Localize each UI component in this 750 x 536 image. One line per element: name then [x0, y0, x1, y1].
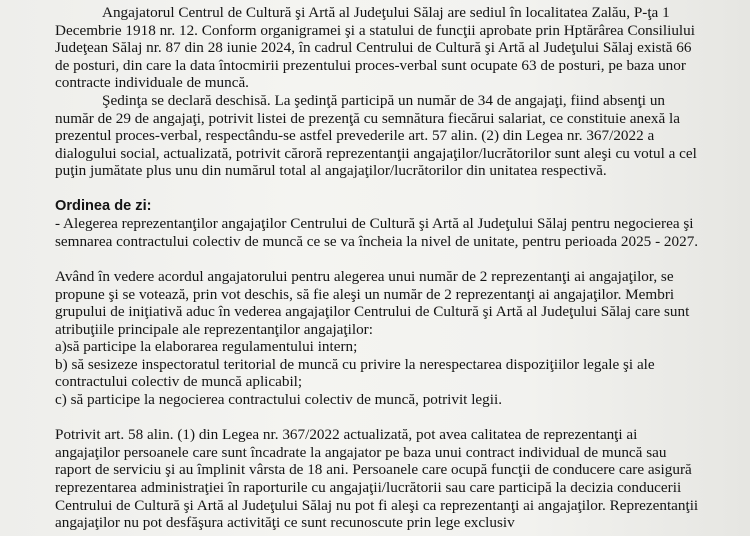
text-line: contracte individuale de muncă.: [55, 74, 249, 92]
text-line: Având în vedere acordul angajatorului pentru alegerea unui număr de 2 reprezentanţi ai angajaţilor, se: [55, 267, 674, 285]
text-line: semnarea contractului colectiv de muncă ce se va încheia la nivel de unitate, pentru perioada 2025 - 2027.: [55, 232, 699, 250]
text-line: propune şi se votează, prin vot deschis, să fie aleşi un număr de 2 reprezentanţi ai angajaţilor. Membri: [55, 285, 675, 303]
text-line: contractului colectiv de muncă aplicabil;: [55, 373, 303, 391]
text-line: Şedinţa se declară deschisă. La şedinţă participă un număr de 34 de angajaţi, fiind absenţi un: [102, 91, 666, 109]
text-line: dialogului social, actualizată, potrivit căroră reprezentanţii angajaţilor/lucrătorilor sunt aleşi cu votul a cel: [55, 144, 697, 162]
text-line: prezentul proces-verbal, respectându-se astfel prevederile art. 57 alin. (2) din Legea nr. 367/2022 a: [55, 127, 655, 145]
text-line: Angajatorul Centrul de Cultură şi Artă al Judeţului Sălaj are sediul în localitatea Zalău, P-ţa 1: [102, 4, 670, 21]
text-line: raport de serviciu şi au împlinit vârsta de 18 ani. Persoanele care ocupă funcţii de conducere care asigură: [55, 461, 692, 479]
text-line: angajaţilor nu pot desfăşura activităţi ce sunt recunoscute prin lege exclusiv: [55, 514, 515, 532]
text-line: Potrivit art. 58 alin. (1) din Legea nr. 367/2022 actualizată, pot avea calitatea de reprezentanţi ai: [55, 426, 638, 444]
list-item: b) să sesizeze inspectoratul teritorial de muncă cu privire la nerespectarea dispoziţiilor legale şi ale: [55, 355, 655, 373]
text-line: Centrului de Cultură şi Artă al Judeţului Sălaj nu pot fi aleşi ca reprezentanţi ai angajaţilor. Reprezentanţii: [55, 496, 699, 514]
text-line: - Alegerea reprezentanţilor angajaţilor Centrului de Cultură şi Artă al Judeţului Sălaj pentru negocierea şi: [55, 215, 694, 233]
list-item: a)să participe la elaborarea regulamentului intern;: [55, 338, 358, 356]
text-line: angajaţilor persoanele care sunt încadrate la angajator pe baza unui contract individual de muncă sau: [55, 443, 667, 461]
text-line: de posturi, din care la data întocmirii prezentului proces-verbal sunt ocupate 63 de posturi, pe baza unor: [55, 56, 686, 74]
agenda-heading: Ordinea de zi:: [55, 197, 152, 214]
text-line: atribuţiile principale ale reprezentanţilor angajaţilor:: [55, 320, 373, 338]
list-item: c) să participe la negocierea contractului colectiv de muncă, potrivit legii.: [55, 391, 502, 409]
text-line: grupului de iniţiativă aduc în vederea angajaţilor Centrului de Cultură şi Artă al Judeţului Sălaj care sunt: [55, 303, 690, 321]
text-line: Judeţean Sălaj nr. 87 din 28 iunie 2024, în cadrul Centrului de Cultură şi Artă al Judeţului Sălaj există 66: [55, 39, 692, 57]
text-line: reprezentarea administraţiei în raporturile cu angajaţii/lucrătorii sau care participă la decizia conducerii: [55, 479, 682, 497]
document-body: [0, 4, 750, 532]
text-line: Decembrie 1918 nr. 12. Conform organigramei şi a statului de funcţii aprobate prin Hptărârea Consiliului: [55, 21, 695, 39]
text-line: puţin jumătate plus unu din numărul total al angajaţilor/lucrătorilor din unitatea respectivă.: [55, 162, 607, 180]
text-line: număr de 29 de angajaţi, potrivit listei de prezenţă cu semnătura fiecărui salariat, ce constituie anexă la: [55, 109, 680, 127]
